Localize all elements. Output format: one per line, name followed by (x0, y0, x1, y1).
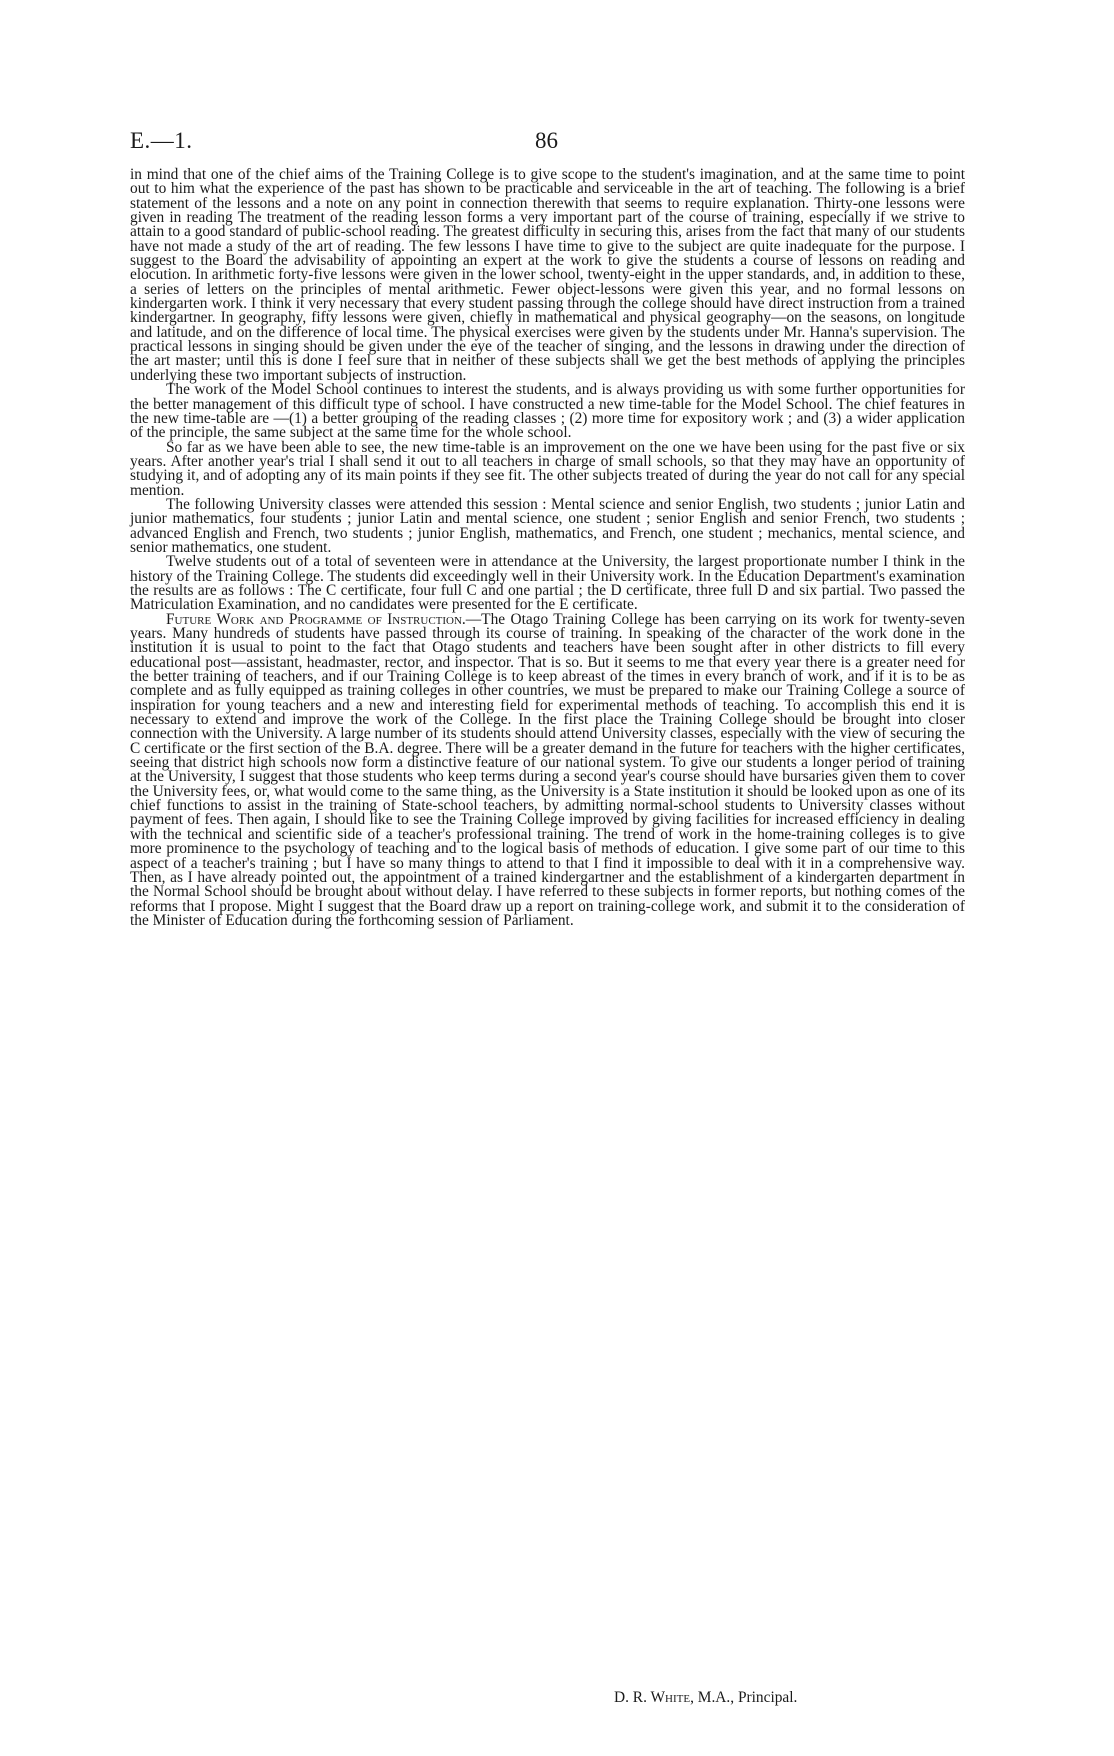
paragraph-lessons: in mind that one of the chief aims of the Training College is to give scope to the student's imagination, and at the same time to point out to him what the experience of the past has shown to be practicable and serviceable in the art of teaching. The following is a brief statement of the lessons and a note on any point in connection therewith that seems to require explanation. Thirty-one lessons were given in reading The treatment of the reading lesson forms a very important part of the course of training, especially if we strive to attain to a good standard of public-school reading. The greatest difficulty in securing this, arises from the fact that many of our students have not made a study of the art of reading. The few lessons I have time to give to the subject are quite inadequate for the purpose. I suggest to the Board the advisability of appointing an expert at the work to give the students a course of lessons on reading and elocution. In arithmetic forty-five lessons were given in the lower school, twenty-eight in the upper standards, and, in addition to these, a series of letters on the principles of mental arithmetic. Fewer object-lessons were given this year, and no formal lessons on kindergarten work. I think it very necessary that every student passing through the college should have direct instruction from a trained kindergartner. In geography, fifty lessons were given, chiefly in mathematical and physical geography—on the seasons, on longitude and latitude, and on the difference of local time. The physical exercises were given by the students under Mr. Hanna's supervision. The practical lessons in singing should be given under the eye of the teacher of singing, and the lessons in drawing under the direction of the art master; until this is done I feel sure that in neither of these subjects shall we get the best methods of applying the principles underlying these two important subjects of instruction. (130, 166, 965, 384)
report-body (130, 168, 965, 928)
paragraph-university-classes: The following University classes were attended this session : Mental science and senior English, two students ; junior Latin and junior mathematics, four students ; junior Latin and mental science, one student ; senior English and senior French, two students ; advanced English and French, two students ; junior English, mathematics, and French, one student ; mechanics, mental science, and senior mathematics, one student. (130, 495, 965, 556)
paragraph-attendance: Twelve students out of a total of seventeen were in attendance at the University, the largest proportionate number I think in the history of the Training College. The students did exceedingly well in their University work. In the Education Department's examination the results are as follows : The C certificate, four full C and one partial ; the D certificate, three full D and six partial. Two passed the Matriculation Examination, and no candidates were presented for the E certificate. (130, 553, 965, 614)
page-header (130, 128, 965, 158)
paragraph-model-school: The work of the Model School continues to interest the students, and is always providing us with some further opportunities for the better management of this difficult type of school. I have constructed a new time-table for the Model School. The chief features in the new time-table are —(1) a better grouping of the reading classes ; (2) more time for expository work ; and (3) a wider application of the principle, the same subject at the same time for the whole school. (130, 381, 965, 442)
page-number: 86 (535, 128, 558, 153)
paragraph-future-work-text: —The Otago Training College has been carrying on its work for twenty-seven years. Many hundreds of students have passed through its course of training. In speaking of the character of the work done in the institution it is usual to point to the fact that Otago students and teachers have been sought after in other districts to fill every educational post—assistant, headmaster, rector, and inspector. That is so. But it seems to me that every year there is a greater need for the better training of teachers, and if our Training College is to keep abreast of the times in every branch of work, and if it is to be as complete and as fully equipped as training colleges in other countries, we must be prepared to make our Training College a source of inspiration for young teachers and a new and interesting field for experimental methods of teaching. To accomplish this end it is necessary to extend and improve the work of the College. In the first place the Training College should be brought into closer connection with the University. A large number of its students should attend University classes, especially with the view of securing the C certificate or the first section of the B.A. degree. There will be a greater demand in the future for teachers with the higher certificates, seeing that district high schools now form a distinctive feature of our national system. To give our students a longer period of training at the University, I suggest that those students who keep terms during a second year's course should have bursaries given them to cover the University fees, or, what would come to the same thing, as the University is a State institution it should be looked upon as one of its chief functions to assist in the training of State-school teachers, by admitting normal-school students to University classes without payment of fees. Then again, I should like to see the Training College improved by giving facilities for increased efficiency in dealing with the technical and scientific side of a teacher's professional training. The trend of work in the home-training colleges is to give more prominence to the psychology of teaching and to the logical basis of methods of education. I give some part of our time to this aspect of a teacher's training ; but I have so many things to attend to that I find it impossible to deal with it in a comprehensive way. Then, as I have already pointed out, the appointment of a trained kindergartner and the establishment of a kindergarten department in the Normal School should be brought about without delay. I have referred to these subjects in former reports, but nothing comes of the reforms that I propose. Might I suggest that the Board draw up a report on training-college work, and submit it to the consideration of the Minister of Education during the forthcoming session of Parliament. (130, 610, 965, 929)
section-heading: Future Work and Programme of Instruction. (166, 610, 466, 628)
paragraph-time-table: So far as we have been able to see, the new time-table is an improvement on the one we have been using for the past five or six years. After another year's trial I shall send it out to all teachers in charge of small schools, so that they may have an opportunity of studying it, and of adopting any of its main points if they see fit. The other subjects treated of during the year do not call for any special mention. (130, 438, 965, 499)
document-reference: E.—1. (130, 128, 193, 153)
signature-name: D. R. White (614, 1689, 691, 1706)
signature (614, 1689, 797, 1707)
paragraph-future-work (130, 610, 965, 929)
signature-title: , M.A., Principal. (690, 1689, 798, 1706)
